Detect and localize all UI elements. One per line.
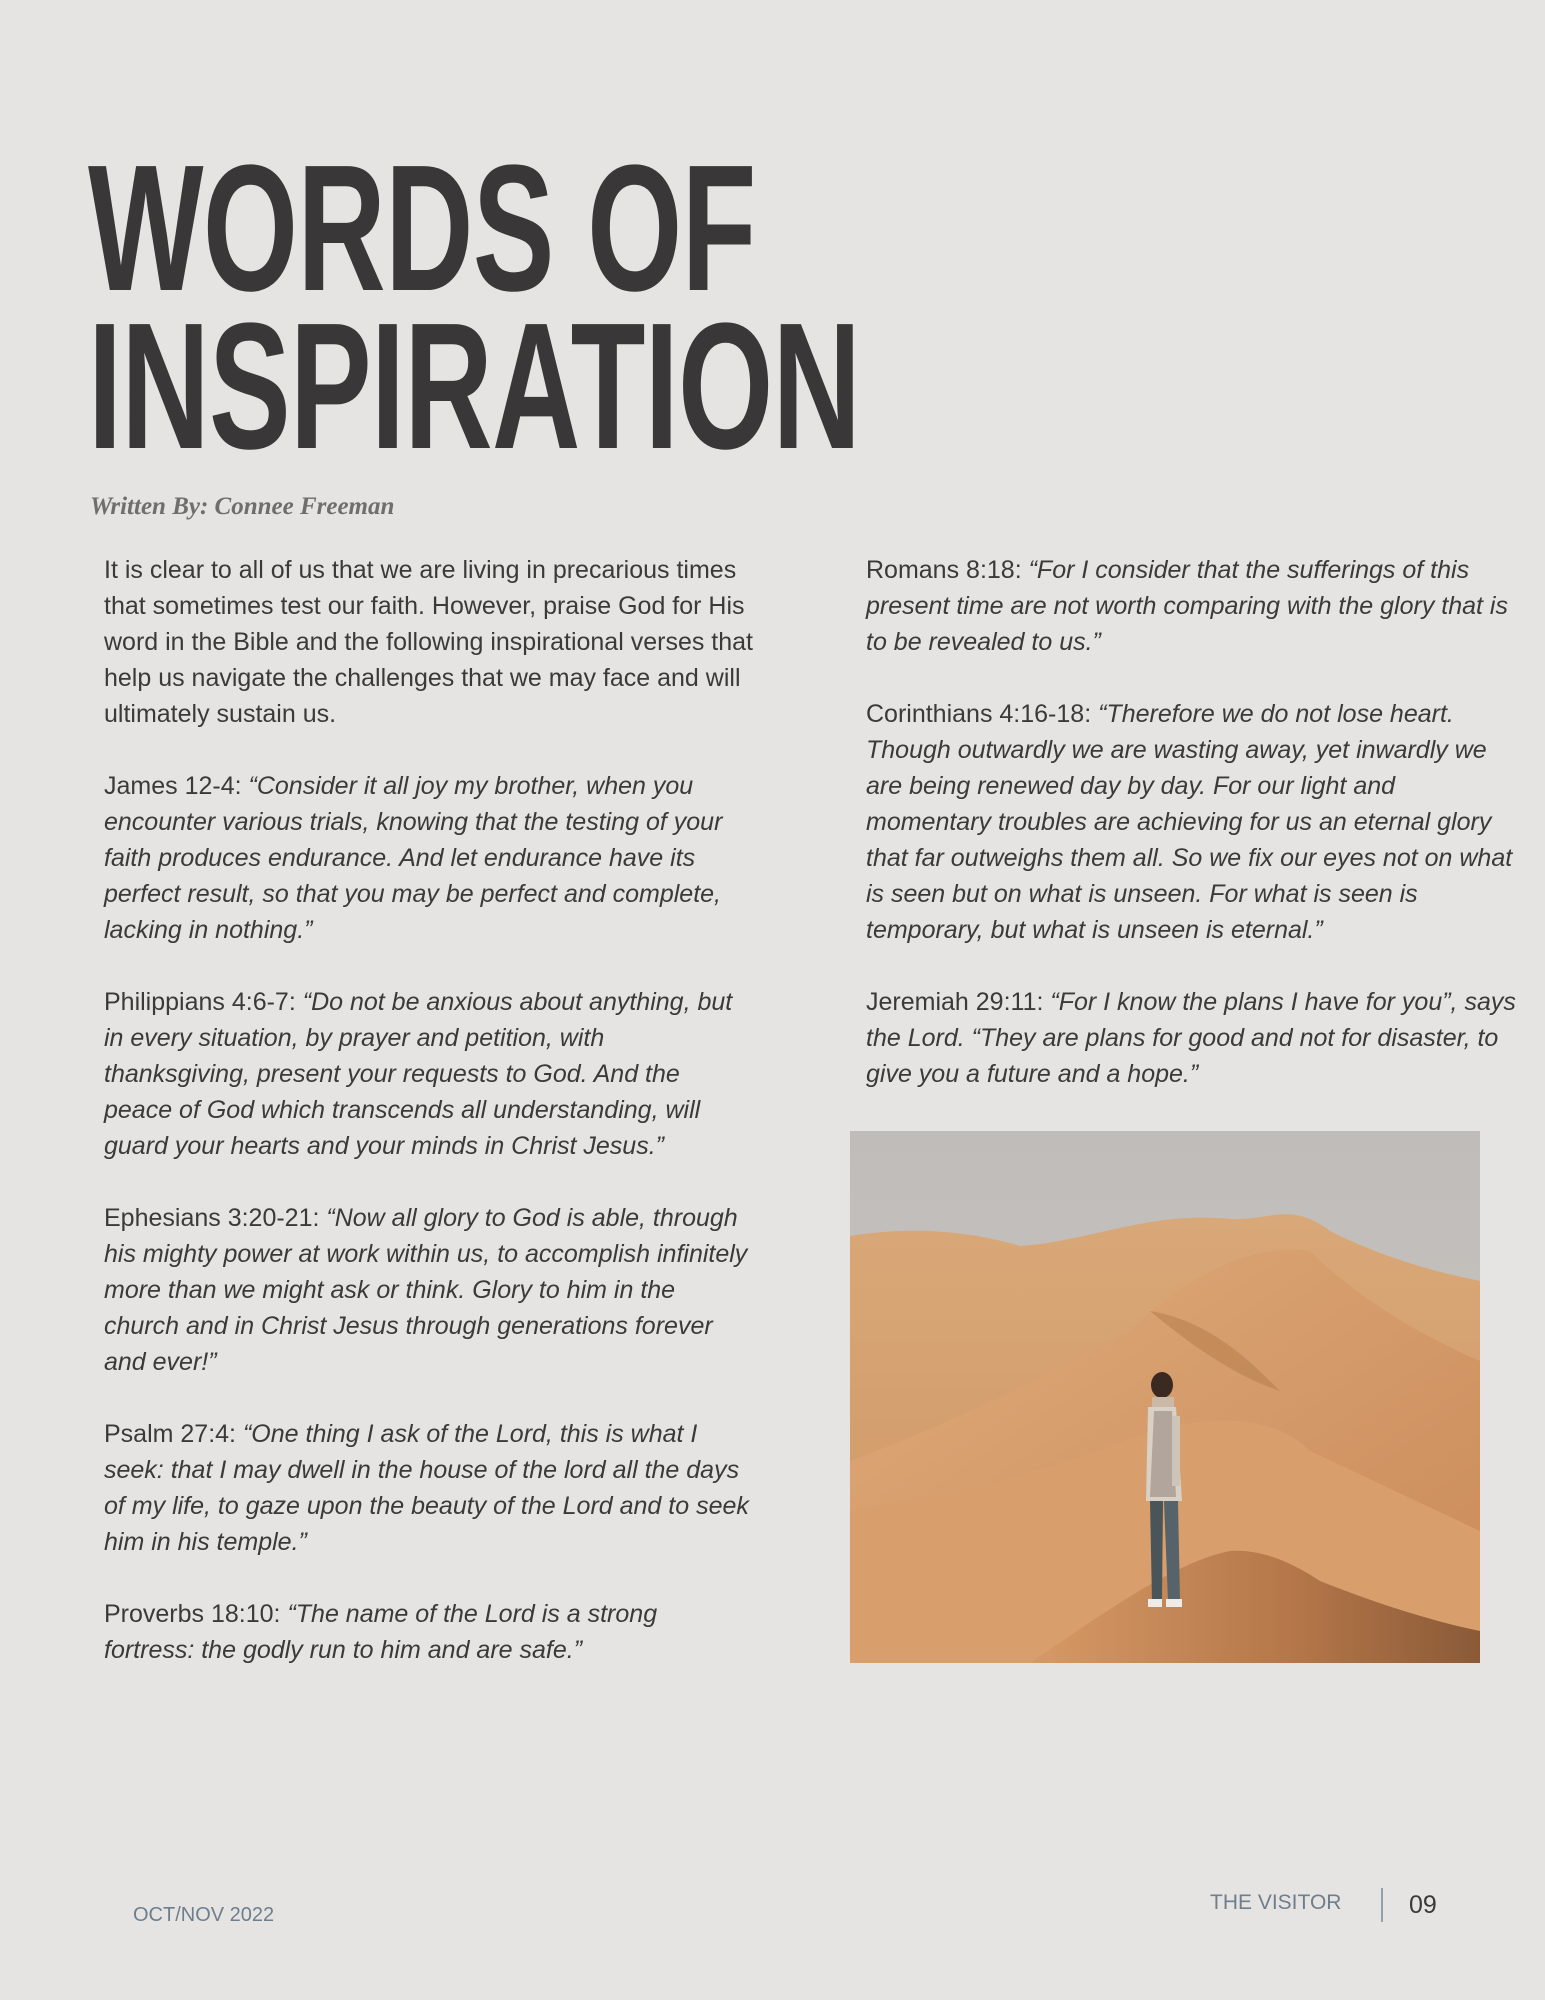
verse-text: “One thing I ask of the Lord, this is what I seek: that I may dwell in the house of the lord all the days of my life, to gaze upon the beauty of the Lord and to seek him in his temple.” — [104, 1420, 749, 1556]
verse-text: “Therefore we do not lose heart. Though outwardly we are wasting away, yet inwardly we are being renewed day by day. For our light and momentary troubles are achieving for us an eternal glory that far outweighs them all. So we fix our eyes not on what is seen but on what is unseen. For what is seen is temporary, but what is unseen is eternal.” — [866, 700, 1513, 944]
verse-ref: Philippians 4:6-7: — [104, 988, 296, 1016]
verse-ref: Ephesians 3:20-21: — [104, 1204, 320, 1232]
verse-ephesians — [104, 1200, 754, 1380]
desert-photo — [850, 1131, 1480, 1663]
page-number: 09 — [1409, 1891, 1437, 1919]
page-title — [88, 128, 861, 487]
verse-ref: Proverbs 18:10: — [104, 1600, 281, 1628]
verse-james — [104, 768, 754, 948]
byline: Written By: Connee Freeman — [90, 493, 395, 520]
verse-ref: Romans 8:18: — [866, 556, 1022, 584]
verse-philippians — [104, 984, 754, 1164]
title-line-2: INSPIRATION — [88, 286, 861, 487]
verse-text: “Consider it all joy my brother, when you encounter various trials, knowing that the testing of your faith produces endurance. And let endurance have its perfect result, so that you may be perfect and complete, lacking in nothing.” — [104, 772, 723, 944]
verse-ref: Jeremiah 29:11: — [866, 988, 1044, 1016]
verse-jeremiah — [866, 984, 1516, 1092]
intro-paragraph: It is clear to all of us that we are living in precarious times that sometimes test our faith. However, praise God for His word in the Bible and the following inspirational verses that help us navigate the challenges that we may face and will ultimately sustain us. — [104, 556, 753, 728]
verse-ref: Psalm 27:4: — [104, 1420, 237, 1448]
magazine-name: THE VISITOR — [1210, 1891, 1342, 1914]
verse-ref: James 12-4: — [104, 772, 242, 800]
verse-text: “For I know the plans I have for you”, says the Lord. “They are plans for good and not for disaster, to give you a future and a hope.” — [866, 988, 1516, 1088]
verse-proverbs — [104, 1596, 754, 1668]
verse-ref: Corinthians 4:16-18: — [866, 700, 1092, 728]
right-column — [866, 552, 1516, 1128]
issue-date: OCT/NOV 2022 — [133, 1904, 275, 1926]
verse-romans — [866, 552, 1516, 660]
verse-text: “Do not be anxious about anything, but in every situation, by prayer and petition, with thanksgiving, present your requests to God. And the peace of God which transcends all understanding, will guard your hearts and your minds in Christ Jesus.” — [104, 988, 733, 1160]
verse-text: “Now all glory to God is able, through his mighty power at work within us, to accomplish infinitely more than we might ask or think. Glory to him in the church and in Christ Jesus through generations forever and ever!” — [104, 1204, 748, 1376]
desert-illustration — [850, 1131, 1480, 1663]
title-line-1: WORDS OF — [88, 128, 756, 329]
footer-divider — [1381, 1888, 1383, 1922]
verse-psalm — [104, 1416, 754, 1560]
verse-corinthians — [866, 696, 1516, 948]
verse-text: “For I consider that the sufferings of this present time are not worth comparing with the glory that is to be revealed to us.” — [866, 556, 1508, 656]
verse-text: “The name of the Lord is a strong fortress: the godly run to him and are safe.” — [104, 1600, 658, 1664]
left-column — [104, 552, 754, 1704]
